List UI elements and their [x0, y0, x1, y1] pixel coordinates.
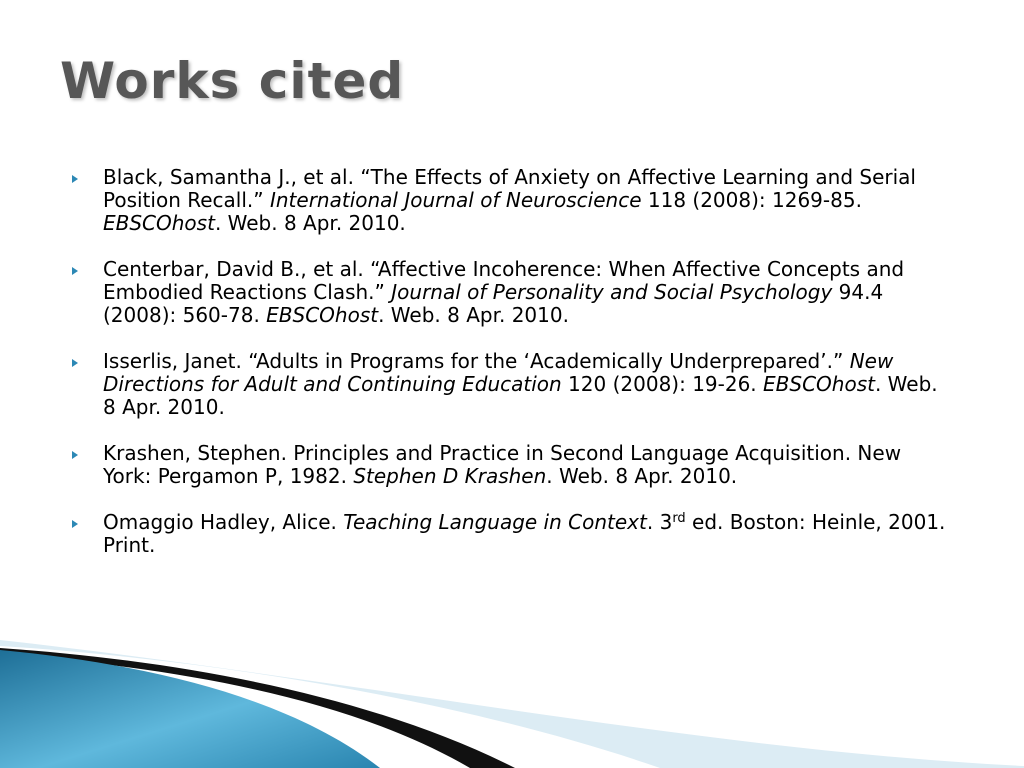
citation-text: Isserlis, Janet. “Adults in Programs for the ‘Academically Underprepared’.” [103, 349, 850, 373]
bullet-icon [72, 451, 78, 459]
citation-krashen [72, 442, 952, 488]
blue-wave-band [0, 650, 380, 768]
citation-text: Centerbar, David B., et al. “Affective Incoherence: When Affective Concepts and Embodied Reactions Clash.” [103, 257, 905, 304]
database-name: EBSCOhost [763, 372, 875, 396]
citation-centerbar [72, 258, 952, 327]
citation-text: Black, Samantha J., et al. “The Effects of Anxiety on Affective Learning and Serial Position Recall.” [103, 165, 916, 212]
citation-text: . 3 [646, 510, 673, 534]
slide-title: Works cited [60, 52, 405, 110]
citation-text: 94.4 (2008): 560-78. [103, 280, 884, 327]
database-name: EBSCOhost [266, 303, 379, 327]
site-name: Stephen D Krashen [353, 464, 547, 488]
citation-text: ed. Boston: Heinle, 2001. Print. [103, 510, 946, 557]
edition-suffix: rd [672, 511, 686, 526]
book-title: Teaching Language in Context [343, 510, 647, 534]
journal-title: International Journal of Neuroscience [269, 188, 642, 212]
citation-text: . Web. 8 Apr. 2010. [378, 303, 569, 327]
citation-text: . Web. 8 Apr. 2010. [103, 372, 938, 419]
citation-text: . Web. 8 Apr. 2010. [546, 464, 738, 488]
bullet-icon [72, 359, 78, 367]
decorative-wave-footer [0, 640, 1024, 768]
journal-title: Journal of Personality and Social Psychology [391, 280, 833, 304]
bullet-icon [72, 520, 78, 528]
database-name: EBSCOhost [103, 211, 215, 235]
citation-isserlis [72, 350, 952, 419]
journal-title: New Directions for Adult and Continuing Education [103, 349, 894, 396]
bullet-icon [72, 267, 78, 275]
bullet-icon [72, 175, 78, 183]
citation-black [72, 166, 952, 235]
citation-omaggio-hadley [72, 511, 952, 557]
citation-text: . Web. 8 Apr. 2010. [214, 211, 406, 235]
citation-text: 118 (2008): 1269-85. [641, 188, 862, 212]
citation-text: Omaggio Hadley, Alice. [103, 510, 344, 534]
works-cited-list [72, 166, 952, 580]
citation-text: 120 (2008): 19-26. [561, 372, 764, 396]
citation-text: Krashen, Stephen. Principles and Practice in Second Language Acquisition. New York: Pergamon P, 1982. [103, 441, 902, 488]
